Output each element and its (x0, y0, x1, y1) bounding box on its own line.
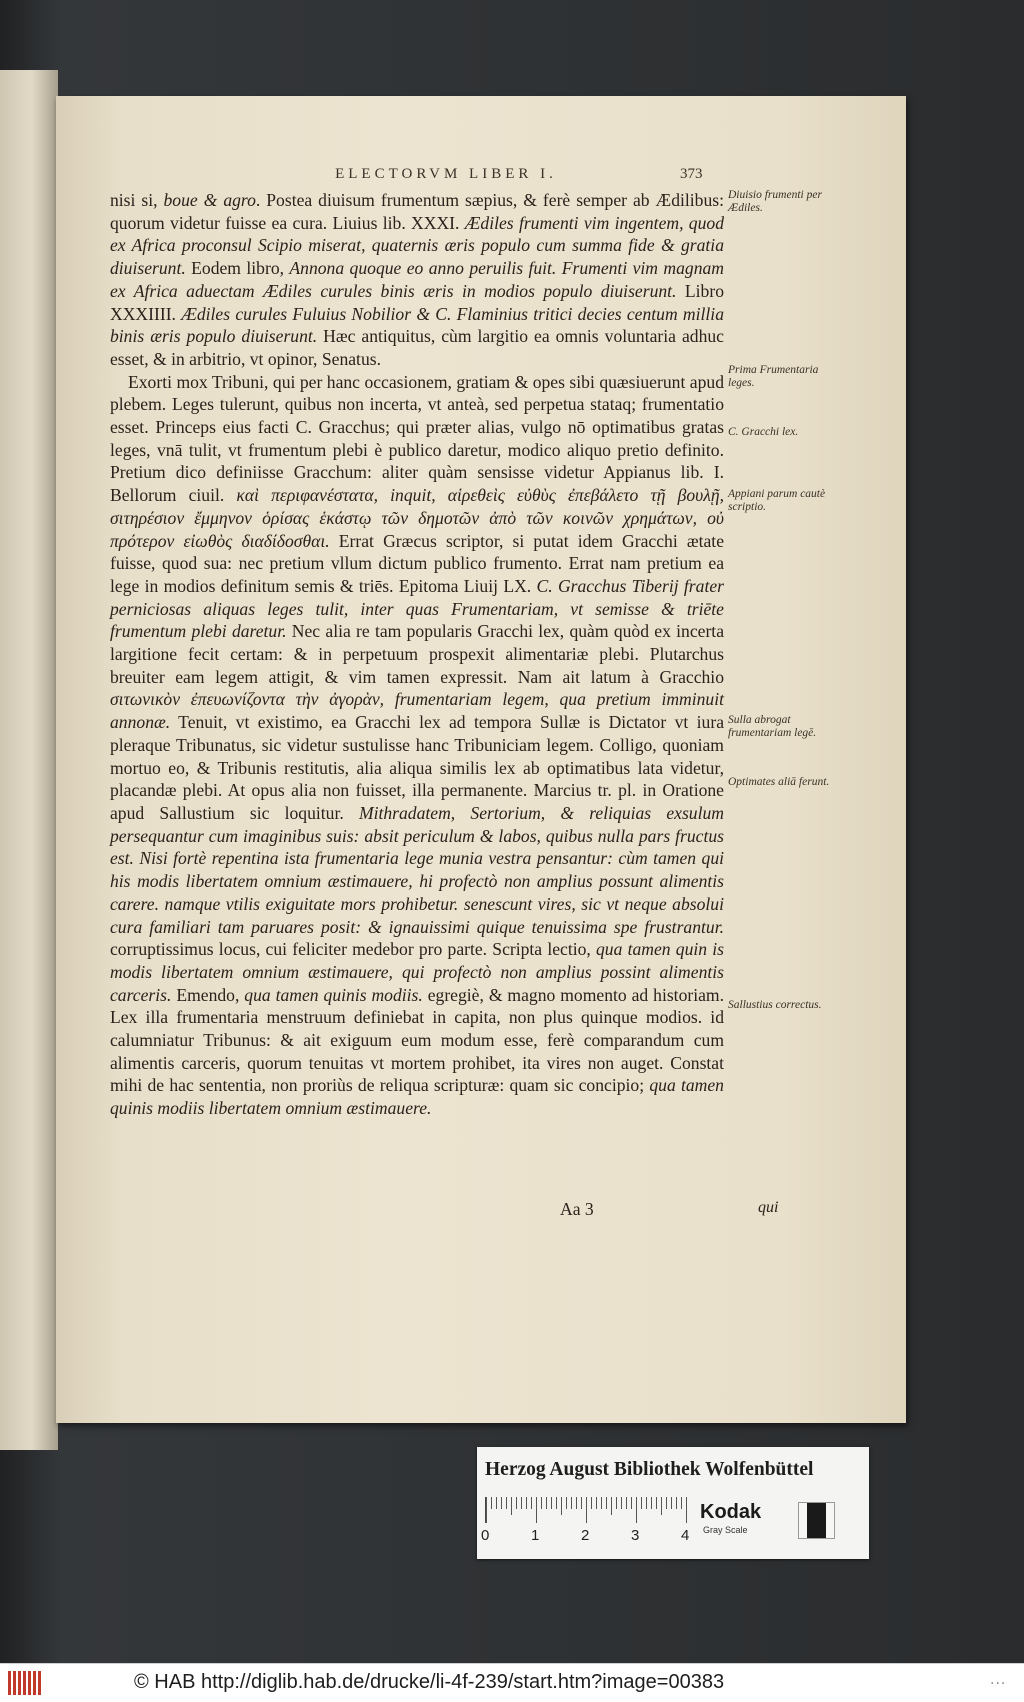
ruler-tick (621, 1497, 622, 1509)
ruler-tick (491, 1497, 492, 1509)
text-run: Nec alia re tam popularis Gracchi lex, quàm quòd ex incerta largitione fecit certam: & in perpetuum prospexit alimentariæ plebi. Plutarchus breuiter eam legem attigit, & vim tamen expressit. Nam ait latum à Gracchio (110, 621, 725, 687)
ruler-tick (511, 1497, 512, 1515)
ruler-tick (666, 1497, 667, 1509)
text-run: corruptissimus locus, cui feliciter medebor pro parte. Scripta lectio, (110, 939, 596, 960)
ruler-tick (636, 1497, 637, 1523)
page-foot (110, 1199, 790, 1223)
logo-stripe (13, 1671, 16, 1695)
ruler-tick (586, 1497, 587, 1523)
ruler-number: 3 (631, 1527, 640, 1544)
catchword: qui (758, 1199, 779, 1216)
text-run: Exorti mox Tribuni, qui per hanc occasionem, gratiam & opes sibi quæsiuerunt apud plebem. Leges tulerunt, quibus non incerta, vt anteà, sed perpetua stataq; frumentatio esset. Princeps eius facti C. Gracchus; qui præter alias, vulgo nō optimatibus gratas leges, vnā tulit, vt frumentum plebi è publico daretur, modico aliquo pretio definito. Pretium dico definiisse Gracchum: aliter quàm sensisse videtur Appianus lib. I. Bellorum ciuil. (110, 371, 724, 506)
italic-quotation: boue & agro (163, 190, 256, 210)
text-run: Eodem libro, (185, 258, 290, 279)
marginal-note: Sulla abrogat frumentariam legē. (728, 714, 817, 739)
library-label-card (477, 1447, 869, 1559)
ruler-number: 2 (581, 1527, 590, 1544)
ruler-tick (506, 1497, 507, 1509)
copyright-url[interactable]: © HAB http://diglib.hab.de/drucke/li-4f-239/start.htm?image=00383 (134, 1671, 725, 1693)
ruler-tick (681, 1497, 682, 1509)
ruler-tick (556, 1497, 557, 1509)
ruler-tick (661, 1497, 662, 1515)
italic-quotation: qua tamen quinis modiis libertatem omnium æstimauere. (110, 1075, 724, 1119)
italic-quotation: C. Gracchus Tiberij frater perniciosas aliquas leges tulit, inter quas Frumentariam, vt semisse & triēte frumentum plebi daretur. (110, 575, 724, 642)
ruler-tick (606, 1497, 607, 1509)
ruler-tick (551, 1497, 552, 1509)
ruler-tick (566, 1497, 567, 1509)
marginal-note: Sallustius correctus. (728, 999, 822, 1011)
ruler-tick (626, 1497, 627, 1509)
ruler-number: 0 (481, 1527, 490, 1544)
ruler-tick (516, 1497, 517, 1509)
ruler-tick (676, 1497, 677, 1509)
ruler-tick (541, 1497, 542, 1509)
ruler-tick (641, 1497, 642, 1509)
gray-scale-ruler (481, 1497, 865, 1552)
text-run: Hæc antiquitus, cùm largitio ea omnis voluntaria adhuc esset, & in arbitrio, vt opinor, Senatus. (110, 326, 724, 369)
body-paragraph (110, 189, 724, 371)
hab-logo-icon[interactable] (8, 1671, 46, 1695)
book-page (56, 96, 906, 1423)
logo-stripe (8, 1671, 11, 1695)
text-run: nisi si, (110, 190, 164, 210)
facing-page-edge (0, 70, 58, 1450)
text-run: Libro XXXIIII. (110, 280, 725, 324)
italic-quotation: Mithradatem, Sertorium, & reliquias exsulum persequantur cum imaginibus suis: absit periculum & labos, quibus nulla pars fructus est. Nisi fortè repentina ista frumentaria lege munia vestra pensantur: cùm tamen qui his modis libertatem omnium æstimauere, hi profectò non amplius possunt alimentis carere. namque vtilis exiguitate mors prohibetur. senescunt vires, sic vt neque absolui cura familiari tam paruares posit: & ignauissimi quique tenuissima spe frustrantur. (110, 802, 724, 937)
gray-swatch (798, 1502, 835, 1539)
italic-quotation: Ædiles frumenti vim ingentem, quod ex Africa proconsul Scipio miserat, quaternis æris populo cum summa fide & gratia diuiserunt. (110, 212, 724, 279)
marginal-note: Diuisio frumenti per Ædiles. (728, 189, 822, 214)
ruler-number: 1 (531, 1527, 540, 1544)
ruler-tick (686, 1497, 687, 1523)
ruler-tick (656, 1497, 657, 1509)
italic-quotation: καὶ περιφανέστατα, inquit, αἱρεθεὶς εὐθὺς ἐπεβάλετο τῇ βουλῇ, σιτηρέσιον ἔμμηνον ὁρίσας ἑκάστῳ τῶν δημοτῶν ἀπὸ τῶν κοινῶν χρημάτων, οὐ πρότερον εἰωθὸς διαδίδοσθαι. (110, 485, 724, 551)
ruler-tick (526, 1497, 527, 1509)
gray-scale-caption: Gray Scale (703, 1525, 748, 1535)
ruler-tick (601, 1497, 602, 1509)
more-menu-icon[interactable]: ... (990, 1672, 1007, 1688)
text-run: egregiè, & magno momento ad historiam. Lex illa frumentaria menstruum definiebat in capita, non plus quinque modios. id calumniatur Tribunus: & ait exiguum eum modum esse, ferè comparandum cum alimentis carceris, quorum tenuitas vt mortem prohibet, ita vires non auget. Constat mihi de hac sententia, non proriùs de reliqua scripturæ: quam sic concipio; (110, 984, 725, 1096)
logo-stripe (18, 1671, 21, 1695)
italic-quotation: Ædiles curules Fuluius Nobilior & C. Flaminius tritici decies centum millia binis æris populo diuiserunt. (110, 303, 724, 347)
signature-mark: Aa 3 (560, 1199, 594, 1219)
ruler-tick (616, 1497, 617, 1509)
italic-quotation: σιτωνικὸν ἐπευωνίζοντα τὴν ἀγορὰν, frumentariam legem, qua pretium imminuit annonæ. (110, 689, 724, 733)
body-text (110, 189, 724, 1120)
ruler-tick (501, 1497, 502, 1509)
logo-stripe (33, 1671, 36, 1695)
ruler-tick (561, 1497, 562, 1515)
ruler-tick (581, 1497, 582, 1509)
marginal-note: Appiani parum cautè scriptio. (728, 488, 826, 513)
ruler-tick (651, 1497, 652, 1509)
logo-stripe (28, 1671, 31, 1695)
ruler-tick (611, 1497, 612, 1515)
text-run: Errat Græcus scriptor, si putat idem Gracchi ætate fuisse, quod sua: nec pretium vllum dictum publico frumento. Errat nam pretium ea lege in modios definitum semis & triēs. Epitoma Liuij LX. (110, 530, 724, 596)
ruler-tick (571, 1497, 572, 1509)
logo-stripe (38, 1671, 41, 1695)
page-number: 373 (680, 166, 703, 182)
ruler-tick (646, 1497, 647, 1509)
ruler-tick (536, 1497, 537, 1523)
text-run: . Postea diuisum frumentum sæpius, & ferè semper ab Ædilibus: quorum videtur fuisse ea cura. Liuius lib. XXXI. (110, 190, 724, 233)
ruler-tick (486, 1497, 487, 1523)
italic-quotation: qua tamen quin is modis libertatem omnium æstimauere, qui profectò non amplius possint alimentis carceris. (110, 939, 724, 1005)
marginal-note: C. Gracchi lex. (728, 426, 799, 438)
marginal-note: Optimates aliā ferunt. (728, 776, 830, 788)
viewer-footer (0, 1663, 1024, 1702)
ruler-ticks (485, 1497, 694, 1523)
text-run: Tenuit, vt existimo, ea Gracchi lex ad tempora Sullæ is Dictator vt iura pleraque Tribunatus, sic videtur sustulisse hanc Tribuniciam legem. Colligo, quoniam mortuo eo, & Tribunis restitutis, alia aliqua similis lex ab optimatibus lata videtur, placandæ plebi. At opus alia non fuisset, illa permanente. Marcius tr. pl. in Oratione apud Sallustium sic loquitur. (110, 712, 724, 823)
italic-quotation: Annona quoque eo anno peruilis fuit. Frumenti vim magnam ex Africa aduectam Ædiles curules binis æris in modios populo diuiserunt. (110, 258, 724, 301)
running-head: ELECTORVM LIBER I. (335, 166, 557, 182)
ruler-tick (591, 1497, 592, 1509)
ruler-tick (576, 1497, 577, 1509)
body-paragraph (110, 371, 724, 1120)
ruler-tick (531, 1497, 532, 1509)
marginal-note: Prima Frumentaria leges. (728, 364, 819, 389)
logo-stripe (23, 1671, 26, 1695)
ruler-tick (596, 1497, 597, 1509)
ruler-tick (631, 1497, 632, 1509)
kodak-logo: Kodak (700, 1501, 762, 1523)
ruler-tick (546, 1497, 547, 1509)
ruler-tick (496, 1497, 497, 1509)
ruler-tick (671, 1497, 672, 1509)
library-name: Herzog August Bibliothek Wolfenbüttel (485, 1459, 814, 1480)
text-run: Emendo, (171, 984, 245, 1005)
ruler-number: 4 (681, 1527, 690, 1544)
italic-quotation: qua tamen quinis modiis. (244, 984, 423, 1005)
ruler-tick (521, 1497, 522, 1509)
